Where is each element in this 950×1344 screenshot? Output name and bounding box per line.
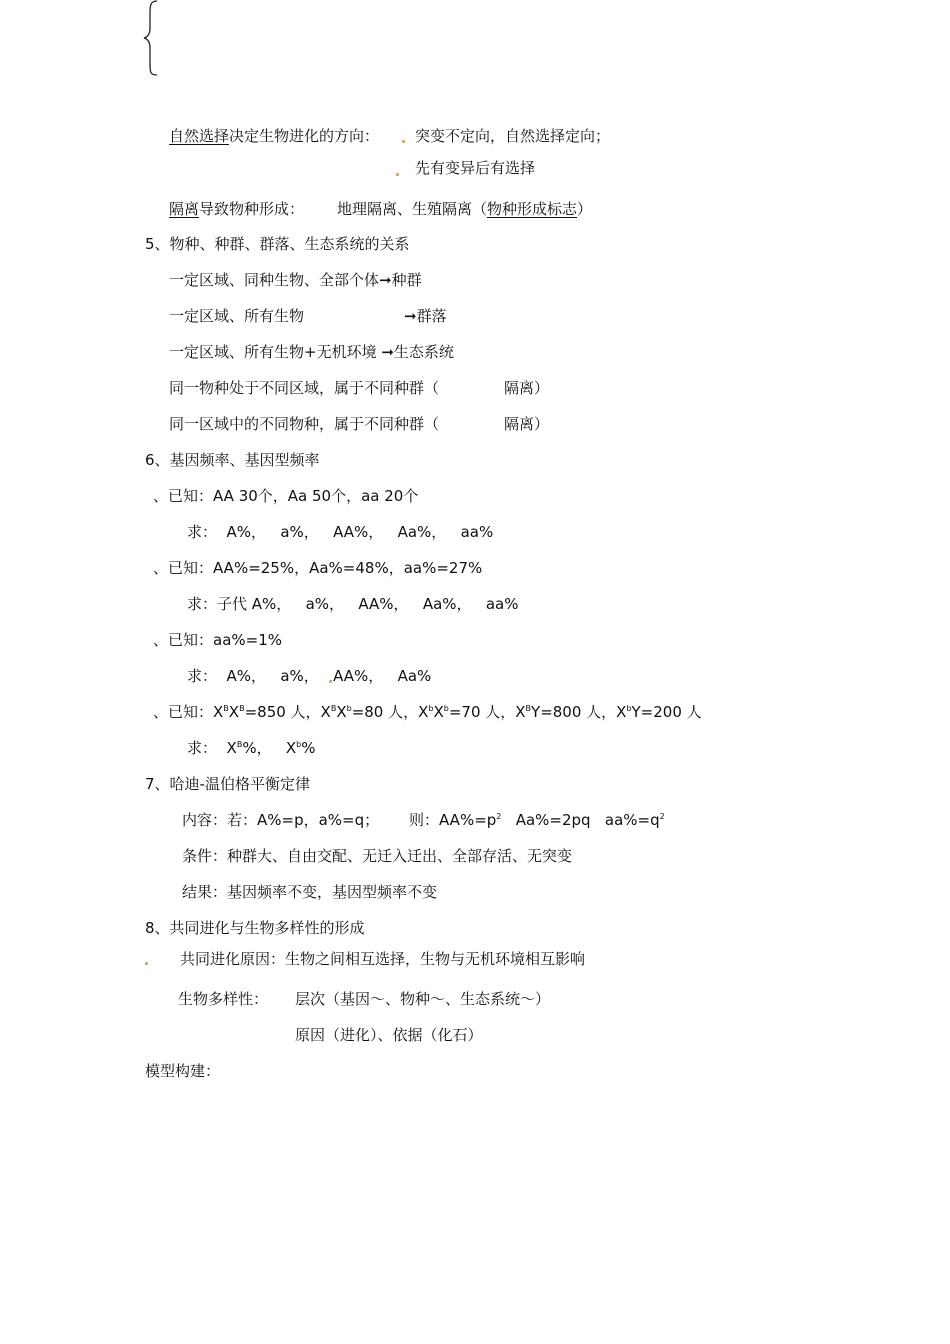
hw-conditions: 条件：种群大、自由交配、无迁入迁出、全部存活、无突变 bbox=[182, 847, 573, 865]
biodiversity-levels: 层次（基因〜、物种〜、生态系统〜） bbox=[295, 990, 551, 1008]
coevolution-reason: 共同进化原因：生物之间相互选择，生物与无机环境相互影响 bbox=[180, 950, 586, 968]
question-3-ask: 求： A%， a%， AA%， Aa% bbox=[187, 667, 432, 685]
hw-then: 则：$AA\%=p^2$ Aa%=2pq $aa\%=q^2$ bbox=[409, 811, 665, 829]
question-2-given: 、已知：AA%=25%，Aa%=48%，aa%=27% bbox=[153, 559, 483, 577]
question-1-given: 、已知：AA 30个，Aa 50个，aa 20个 bbox=[153, 487, 419, 505]
selection-point-2: 先有变异后有选择 bbox=[415, 159, 536, 177]
natural-selection-term: 自然选择 bbox=[169, 127, 230, 145]
section-8-title: 8、共同进化与生物多样性的形成 bbox=[145, 919, 365, 937]
curly-brace-icon bbox=[142, 0, 162, 78]
marker-dot bbox=[402, 140, 405, 143]
section-6-title: 6、基因频率、基因型频率 bbox=[145, 451, 320, 469]
isolation-line: 隔离导致物种形成： bbox=[169, 200, 305, 218]
speciation-sign-term: 物种形成标志 bbox=[487, 200, 578, 218]
different-species-line-b: 隔离） bbox=[504, 415, 550, 433]
model-building-label: 模型构建： bbox=[145, 1062, 221, 1080]
question-4-ask: 求： $X^B\%$， $X^b\%$ bbox=[187, 739, 316, 757]
ecosystem-line: 一定区域、所有生物+无机环境 ➞生态系统 bbox=[169, 343, 454, 361]
community-line-a: 一定区域、所有生物 bbox=[169, 307, 305, 325]
question-3-given: 、已知：aa%=1% bbox=[153, 631, 283, 649]
question-2-ask: 求：子代 A%， a%， AA%， Aa%， aa% bbox=[187, 595, 519, 613]
same-species-line-b: 隔离） bbox=[504, 379, 550, 397]
isolation-term: 隔离 bbox=[169, 200, 200, 218]
section-5-title: 5、物种、种群、群落、生态系统的关系 bbox=[145, 235, 410, 253]
different-species-line-a: 同一区域中的不同物种，属于不同种群（ bbox=[169, 415, 440, 433]
isolation-types: 地理隔离、生殖隔离（物种形成标志） bbox=[337, 200, 593, 218]
natural-selection-line: 自然选择决定生物进化的方向： bbox=[169, 127, 380, 145]
biodiversity-label: 生物多样性： bbox=[178, 990, 269, 1008]
selection-point-1: 突变不定向，自然选择定向； bbox=[415, 127, 611, 145]
hw-result: 结果：基因频率不变，基因型频率不变 bbox=[182, 883, 438, 901]
biodiversity-cause: 原因（进化）、依据（化石） bbox=[295, 1026, 483, 1044]
population-line: 一定区域、同种生物、全部个体➞种群 bbox=[169, 271, 422, 289]
question-4-given: 、已知：$X^BX^B=850$ 人，$X^BX^b=80$ 人，$X^bX^b=70$ 人，$X^BY=800$ 人，$X^bY=200$ 人 bbox=[153, 703, 702, 721]
section-7-title: 7、哈迪-温伯格平衡定律 bbox=[145, 775, 310, 793]
community-line-b: ➞群落 bbox=[404, 307, 447, 325]
same-species-line-a: 同一物种处于不同区域，属于不同种群（ bbox=[169, 379, 440, 397]
question-1-ask: 求： A%， a%， AA%， Aa%， aa% bbox=[187, 523, 494, 541]
marker-dot bbox=[145, 962, 148, 965]
hw-content: 内容：若：A%=p，a%=q； bbox=[182, 811, 380, 829]
marker-dot bbox=[396, 173, 399, 176]
